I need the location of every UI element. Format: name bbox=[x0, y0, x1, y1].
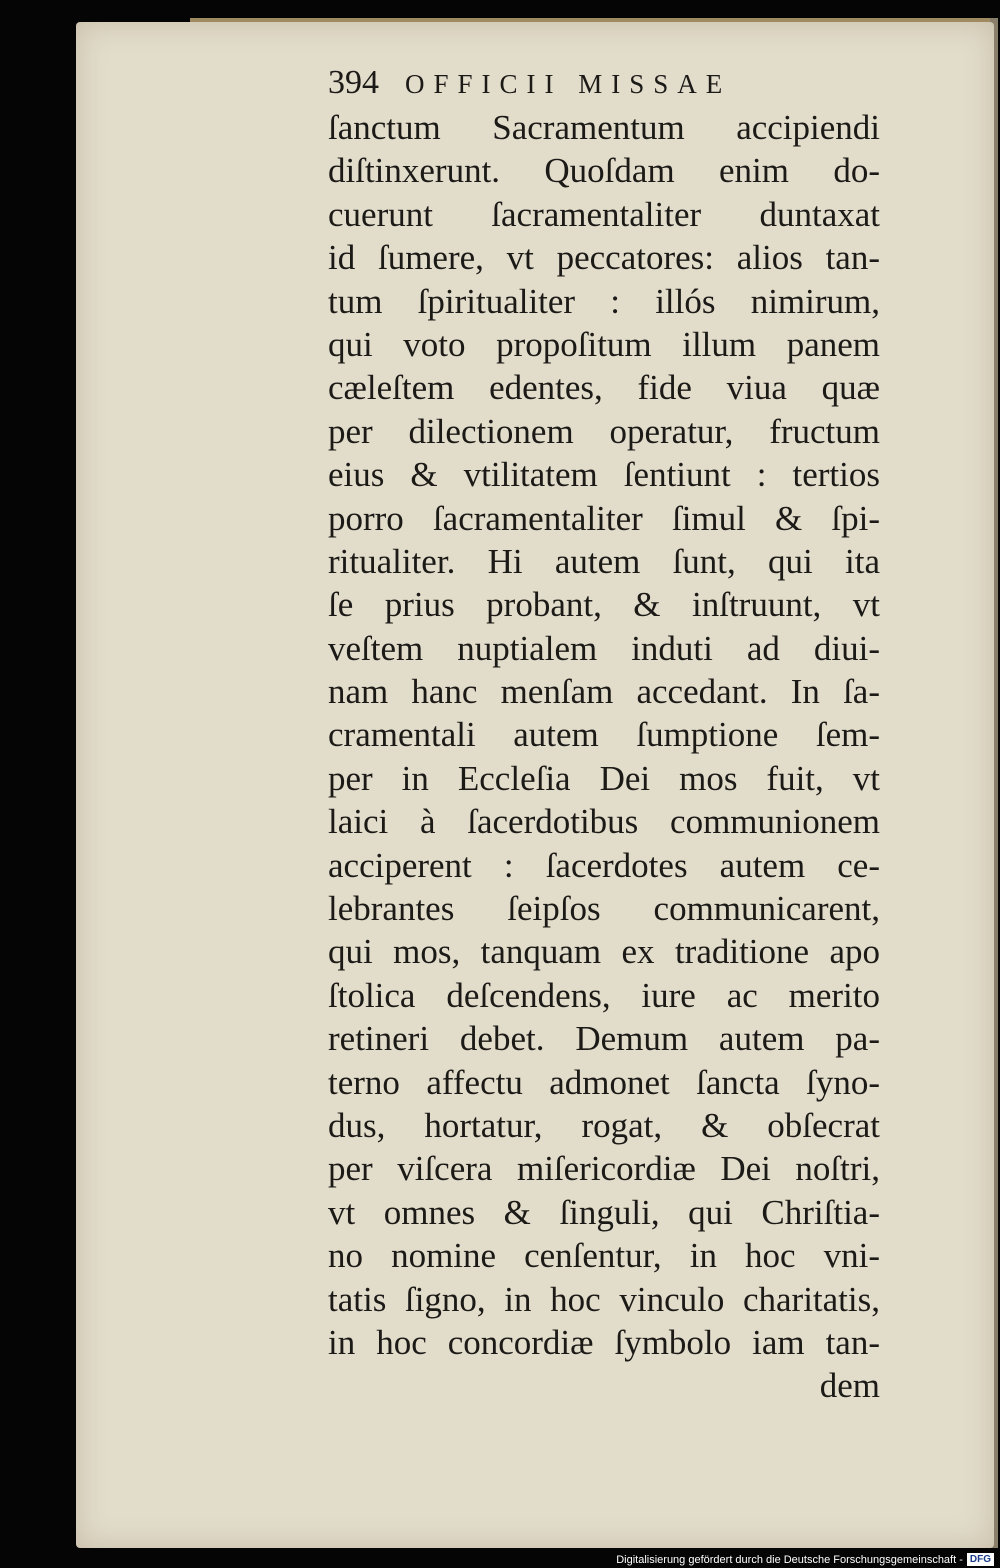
text-line: ſtolica deſcendens, iure ac merito bbox=[328, 975, 880, 1015]
text-line: ſe prius probant, & inſtruunt, vt bbox=[328, 585, 880, 625]
text-line: diſtinxerunt. Quoſdam enim do- bbox=[328, 151, 880, 191]
text-line: terno affectu admonet ſancta ſyno- bbox=[328, 1062, 880, 1102]
text-line: ſanctum Sacramentum accipiendi bbox=[328, 108, 880, 147]
text-line: dem bbox=[819, 1366, 880, 1406]
dfg-logo: DFG bbox=[967, 1553, 994, 1566]
text-line: cramentali autem ſumptione ſem- bbox=[328, 715, 880, 755]
page-header bbox=[328, 64, 731, 102]
text-line: porro ſacramentaliter ſimul & ſpi- bbox=[328, 498, 880, 538]
text-line: ritualiter. Hi autem ſunt, qui ita bbox=[328, 541, 880, 581]
text-line: tatis ſigno, in hoc vinculo charitatis, bbox=[328, 1279, 880, 1319]
text-line: vt omnes & ſinguli, qui Chriſtia- bbox=[328, 1192, 880, 1232]
running-head: OFFICII MISSAE bbox=[405, 69, 732, 99]
text-line: no nomine cenſentur, in hoc vni- bbox=[328, 1236, 880, 1276]
text-line: cuerunt ſacramentaliter duntaxat bbox=[328, 194, 880, 234]
text-line: in hoc concordiæ ſymbolo iam tan- bbox=[328, 1322, 880, 1362]
text-line: per dilectionem operatur, fructum bbox=[328, 411, 880, 451]
text-line: id ſumere, vt peccatores: alios tan- bbox=[328, 238, 880, 278]
text-line: per in Eccleſia Dei mos fuit, vt bbox=[328, 758, 880, 798]
text-line: dus, hortatur, rogat, & obſecrat bbox=[328, 1105, 880, 1145]
page-number: 394 bbox=[328, 64, 379, 101]
text-line: lebrantes ſeipſos communicarent, bbox=[328, 889, 880, 929]
body-text bbox=[328, 106, 880, 1408]
credit-text: Digitalisierung gefördert durch die Deutsche Forschungsgemeinschaft - bbox=[616, 1553, 963, 1566]
text-line: laici à ſacerdotibus communionem bbox=[328, 802, 880, 842]
text-line: cæleſtem edentes, fide viua quæ bbox=[328, 368, 880, 408]
text-line: retineri debet. Demum autem pa- bbox=[328, 1019, 880, 1059]
text-line: per viſcera miſericordiæ Dei noſtri, bbox=[328, 1149, 880, 1189]
text-line: qui mos, tanquam ex traditione apo bbox=[328, 932, 880, 972]
text-line: tum ſpiritualiter : illós nimirum, bbox=[328, 281, 880, 321]
text-line: veſtem nuptialem induti ad diui- bbox=[328, 628, 880, 668]
text-line: eius & vtilitatem ſentiunt : tertios bbox=[328, 455, 880, 495]
text-line: acciperent : ſacerdotes autem ce- bbox=[328, 845, 880, 885]
text-line: nam hanc menſam accedant. In ſa- bbox=[328, 672, 880, 712]
digitization-credit bbox=[616, 1553, 994, 1566]
text-line: qui voto propoſitum illum panem bbox=[328, 324, 880, 364]
